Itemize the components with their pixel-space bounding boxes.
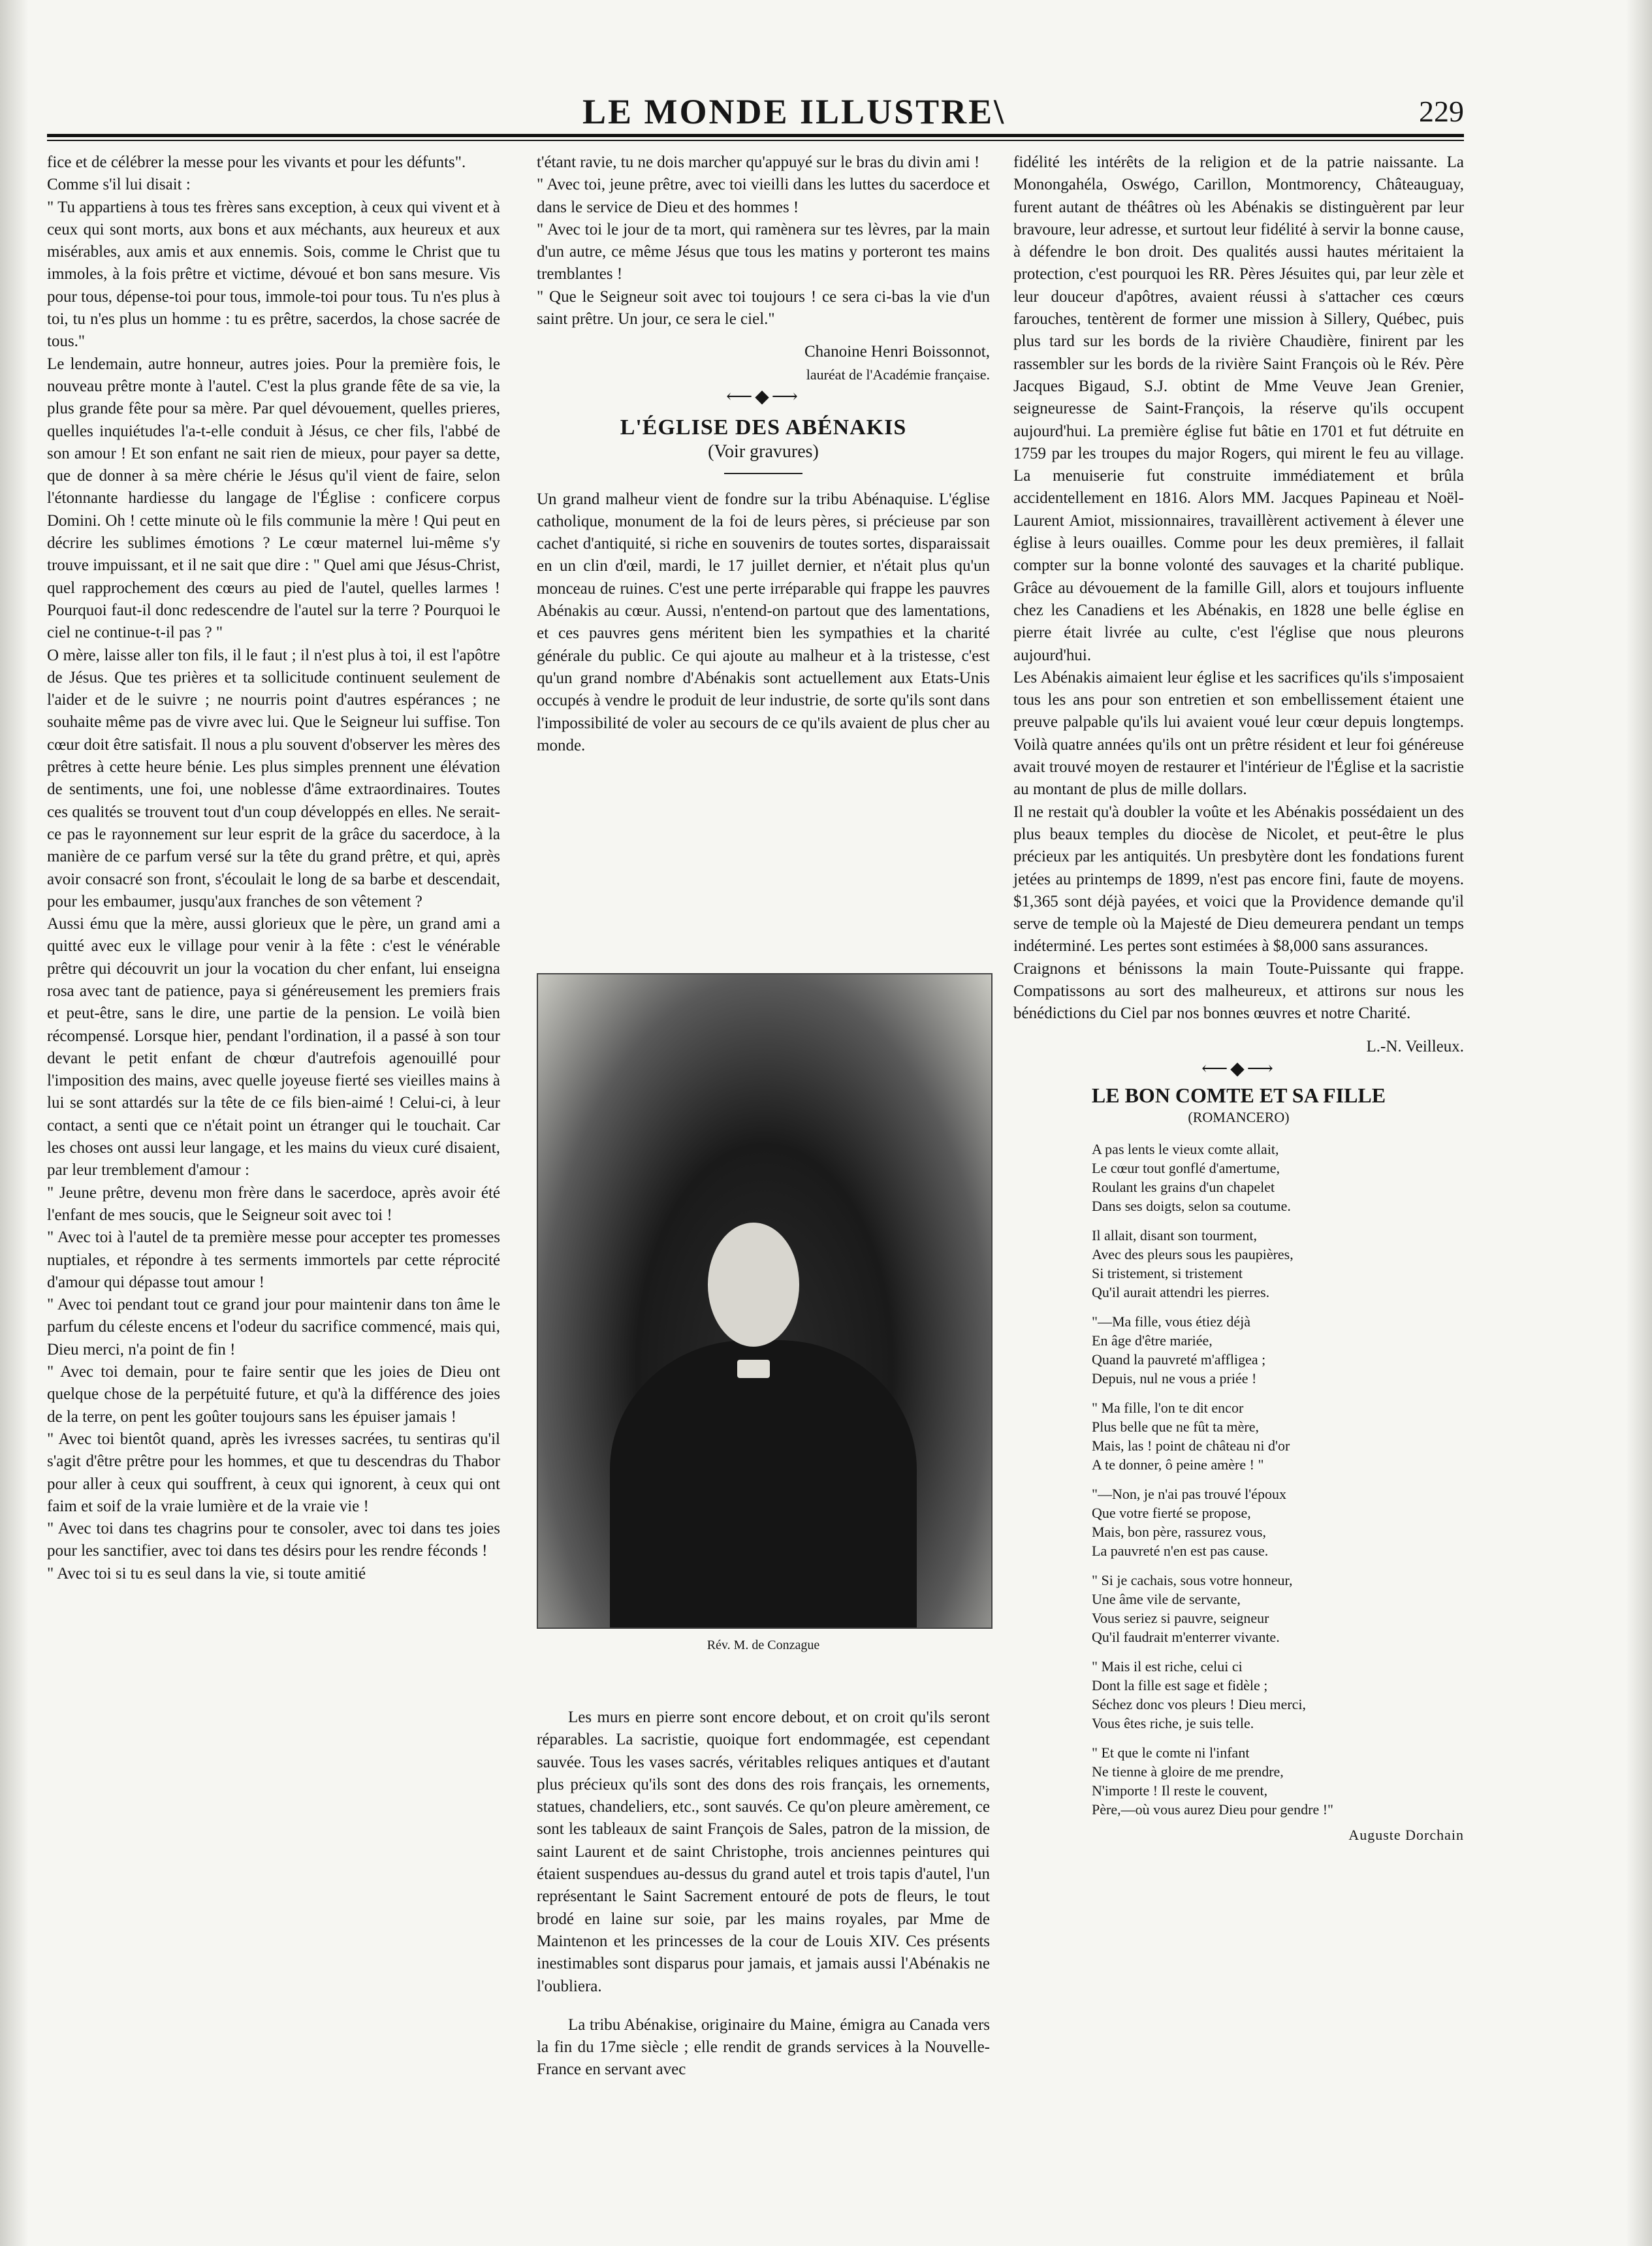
paragraph: La tribu Abénakise, originaire du Maine, émigra au Canada vers la fin du 17me siècle ; elle rendit de grands services à la Nouvelle-France en servant avec — [537, 2015, 990, 2079]
poem-body — [1013, 1140, 1464, 1819]
poem-line: Une âme vile de servante, — [1092, 1590, 1241, 1607]
poem-stanza — [1092, 1484, 1464, 1560]
poem-line: " Ma fille, l'on te dit encor — [1092, 1399, 1244, 1416]
poem-line: Plus belle que ne fût ta mère, — [1092, 1418, 1259, 1435]
poem-line: A pas lents le vieux comte allait, — [1092, 1140, 1279, 1157]
paragraph: O mère, laisse aller ton fils, il le faut ; il n'est plus à toi, il est l'apôtre de Jésus. Que tes prières et ta sollicitude continuent seulement de l'aider et de le suivre ; ne nourris point d'autres espérances ; ne souhaite même pas de vivre avec lui. Que le Seigneur lui suffise. Ton cœur doit être satisfait. Il nous a plu souvent d'observer les mères des prêtres à cette heure bénie. Les plus simples prennent une élévation de sentiments, une foi, une noblesse d'âme extraordinaires. Toutes ces qualités se trouvent tout d'un coup développés en elles. Ne serait-ce pas le rayonnement sur leur esprit de la grâce du sacerdoce, à la manière de ce parfum versé sur la tête du grand prêtre, et qui, après avoir consacré son front, s'écoulait le long de sa barbe et descendait, pour les embaumer, jusqu'aux franches de son vêtement ? — [47, 646, 500, 910]
poem-line: En âge d'être mariée, — [1092, 1332, 1213, 1349]
poem-line: Le cœur tout gonflé d'amertume, — [1092, 1159, 1280, 1176]
paragraph: Aussi ému que la mère, aussi glorieux que le père, un grand ami a quitté avec eux le village pour venir à la fête : c'est le vénérable prêtre qui découvrit un jour la vocation du cher enfant, lui enseigna rosa avec tant de patience, paya si généreusement les premiers frais et peut-être, sans le dire, une partie de la pension. Le voilà bien récompensé. Lorsque hier, pendant l'ordination, il a passé à son tour devant le petit enfant de chœur d'autrefois agenouillé pour l'imposition des mains, avec quelle joyeuse fierté ses vieilles mains à lui se sont attardés sur la tête de ce fils bien-aimé ! Celui-ci, à leur contact, a senti que ce n'était point un étranger qui le touchait. Car les choses ont aussi leur langage, et les mains du vieux curé disaient, par leur tremblement d'amour : — [47, 915, 500, 1179]
photo-caption: Rév. M. de Conzague — [707, 1638, 820, 1652]
paragraph: Les murs en pierre sont encore debout, et on croit qu'ils seront réparables. La sacristie, quoique fort endommagée, est cependant sauvée. Tous les vases sacrés, véritables reliques antiques et d'autant plus précieux qu'ils sont des dons des rois français, les ornements, statues, chandeliers, etc., sont sauvés. Ce qu'on pleure amèrement, ce sont les tableaux de saint François de Sales, patron de la mission, de saint Laurent et de saint Christophe, trois anciennes peintures qui étaient suspendues au-dessus du grand autel et trois tapis d'autel, l'un représentant le Saint Sacrement entouré de pots de fleurs, le tout brodé en laine sur soie, par les mains royales, par Mme de Maintenon et les princesses de la cour de Louis XIV. Ces présents inestimables sont disparus pour jamais, et jamais aussi l'Abénakis ne l'oubliera. — [537, 1709, 990, 1995]
paragraph: Un grand malheur vient de fondre sur la tribu Abénaquise. L'église catholique, monument de la foi de leurs pères, si précieuse par son cachet d'antiquité, si riche en souvenirs de toutes sortes, disparaissait en un clin d'œil, mardi, le 17 juillet dernier, et n'était plus qu'un monceau de ruines. C'est une perte irréparable qui frappe les pauvres Abénakis au cœur. Aussi, n'entend-on partout que des lamentations, et ces pauvres gens méritent bien les sympathies et la charité générale du public. Ce qui ajoute au malheur et à la tristesse, c'est qu'un grand nombre d'Abénakis sont actuellement aux Etats-Unis occupés à vendre le produit de leur industrie, de sorte qu'ils sont dans l'impossibilité de voler au secours de ce qu'ils avaient de plus cher au monde. — [537, 490, 990, 754]
portrait-collar — [737, 1360, 770, 1378]
poem-stanza — [1092, 1398, 1464, 1474]
portrait-cassock — [610, 1340, 917, 1628]
poem-line: "—Ma fille, vous étiez déjà — [1092, 1313, 1250, 1330]
signature: L.-N. Veilleux. — [1366, 1037, 1464, 1055]
poem-line: Vous seriez si pauvre, seigneur — [1092, 1609, 1269, 1626]
poem-title: LE BON COMTE ET SA FILLE — [1091, 1083, 1386, 1108]
portrait-face — [708, 1223, 799, 1347]
portrait-figure — [537, 973, 990, 1652]
page-number: 229 — [1419, 95, 1464, 128]
paragraph: " Jeune prêtre, devenu mon frère dans le sacerdoce, après avoir été l'enfant de mes soucis, que le Seigneur soit avec toi ! — [47, 1183, 500, 1224]
paragraph: " Avec toi si tu es seul dans la vie, si toute amitié — [47, 1564, 366, 1582]
paragraph: Craignons et bénissons la main Toute-Puissante qui frappe. Compatissons au sort des malheureux, et attirons sur nous les bénédictions du Ciel par nos bonnes œuvres et notre Charité. — [1013, 959, 1464, 1023]
paragraph: fidélité les intérêts de la religion et de la patrie naissante. La Monongahéla, Oswégo, Carillon, Montmorency, Châteauguay, furent autant de théâtres où les Abénakis se distinguèrent par leur bravoure, leur adresse, et surtout leur fidélité à servir la bonne cause, à défendre le bon droit. Des qualités aussi hautes méritaient la protection, c'est pourquoi les RR. Pères Jésuites qui, par leur zèle et leur douceur d'apôtres, avaient réussi à s'attacher ces cœurs farouches, tentèrent de former une mission à Sillery, Québec, puis plus tard sur les bords de la rivière Chaudière, finirent par les rassembler sur les bords de la rivière Saint François où le Rév. Père Jacques Bigaud, S.J. obtint de Mme Veuve Jean Grenier, seigneuresse de Saint-François, la réserve qu'ils occupent aujourd'hui. La première église fut bâtie en 1701 et fut détruite en 1759 par les troupes du major Rogers, qui mirent le feu au village. La menuiserie fut construite immédiatement et brûla accidentellement en 1816. Alors MM. Jacques Papineau et Noël-Laurent Amiot, missionnaires, travaillèrent activement à élever une église à leurs ouailles. Comme pour les deux premières, il fallait compter sur la bonne volonté des sauvages et la charité publique. Grâce au dévouement de la famille Gill, alors et toujours influente chez les Canadiens et les Abénakis, en 1828 une belle église en pierre était livrée au culte, c'est l'église que nous pleurons aujourd'hui. — [1013, 153, 1464, 664]
poem-line: Mais, bon père, rassurez vous, — [1092, 1523, 1266, 1540]
column-3 — [1013, 152, 1464, 1846]
ornament-divider: ⟵◆⟶ — [726, 386, 801, 407]
poem-line: Si tristement, si tristement — [1092, 1264, 1243, 1281]
ornament-divider: ⟵◆⟶ — [1201, 1058, 1276, 1079]
poem-line: Avec des pleurs sous les paupières, — [1092, 1245, 1294, 1262]
article-heading: L'ÉGLISE DES ABÉNAKIS — [620, 415, 907, 440]
paragraph: t'étant ravie, tu ne dois marcher qu'appuyé sur le bras du divin ami ! — [537, 153, 980, 171]
masthead-rule — [47, 134, 1464, 137]
poem-stanza — [1092, 1312, 1464, 1388]
paragraph: " Avec toi pendant tout ce grand jour pour maintenir dans ton âme le parfum du céleste encens et l'odeur du sacrifice commencé, mais qui, Dieu merci, n'a point de fin ! — [47, 1296, 500, 1358]
poem-line: Père,—où vous aurez Dieu pour gendre !" — [1092, 1801, 1334, 1818]
page-edge-right — [1626, 0, 1652, 2246]
poem-line: Depuis, nul ne vous a priée ! — [1092, 1370, 1257, 1387]
poem-line: Dans ses doigts, selon sa coutume. — [1092, 1197, 1291, 1214]
paragraph: " Avec toi, jeune prêtre, avec toi vieilli dans les luttes du sacerdoce et dans le service de Dieu et des hommes ! — [537, 176, 990, 216]
poem-line: Il allait, disant son tourment, — [1092, 1227, 1257, 1243]
paragraph: " Avec toi bientôt quand, après les ivresses sacrées, tu sentiras qu'il s'agit d'être prêtre pour les hommes, et que tu descendras du Thabor pour aller à ceux qui souffrent, à ceux qui ignorent, à ceux qui ont faim et soif de la vraie lumière et de la vraie vie ! — [47, 1430, 500, 1515]
page-edge-left — [0, 0, 29, 2246]
paragraph: Il ne restait qu'à doubler la voûte et les Abénakis possédaient un des plus beaux temples du diocèse de Nicolet, et peut-être le plus précieux par les antiquités. Un presbytère dont les fondations furent jetées au printemps de 1899, n'est pas encore fini, faute de moyens. $1,365 sont déjà payées, et voici que la Providence demande qu'il serve de temple où la Majesté de Dieu demeurera pendant un temps indéterminé. Les pertes sont estimées à $8,000 sans assurances. — [1013, 803, 1464, 955]
paragraph: Les Abénakis aimaient leur église et les sacrifices qu'ils s'imposaient tous les ans pour son entretien et son embellissement étaient une preuve palpable qu'ils lui avaient voué leur cœur depuis longtemps. Voilà quatre années qu'ils ont un prêtre résident et leur foi généreuse avait trouvé moyen de restaurer et l'intérieur de l'Église et la sacristie au montant de plus de mille dollars. — [1013, 668, 1464, 799]
poem-line: " Et que le comte ni l'infant — [1092, 1744, 1250, 1761]
poem-line: Que votre fierté se propose, — [1092, 1504, 1251, 1521]
poem-line: Dont la fille est sage et fidèle ; — [1092, 1676, 1268, 1693]
poem-line: Quand la pauvreté m'affligea ; — [1092, 1351, 1266, 1368]
poem-line: Vous êtes riche, je suis telle. — [1092, 1714, 1254, 1731]
signature: Chanoine Henri Boissonnot, — [804, 343, 990, 361]
poem-stanza — [1092, 1657, 1464, 1733]
article-subheading: (Voir gravures) — [708, 441, 819, 462]
poem-line: " Si je cachais, sous votre honneur, — [1092, 1571, 1293, 1588]
poem-line: A te donner, ô peine amère ! " — [1092, 1456, 1264, 1473]
poem-line: Mais, las ! point de château ni d'or — [1092, 1437, 1290, 1454]
masthead-title: LE MONDE ILLUSTRE\ — [582, 92, 1006, 131]
paragraph: " Tu appartiens à tous tes frères sans exception, à ceux qui vivent et à ceux qui sont morts, aux bons et aux méchants, aux heureux et aux misérables, aux amis et aux ennemis. Sois, comme le Christ que tu immoles, à la fois prêtre et victime, dévoué et bon sans mesure. Vis pour tous, dépense-toi pour tous, immole-toi pour tous. Tu n'es plus à toi, tu n'es plus un homme : tu es prêtre, sacerdos, la chose sacrée de tous." — [47, 198, 500, 351]
poem-line: Ne tienne à gloire de me prendre, — [1092, 1763, 1284, 1780]
poem-subtitle: (ROMANCERO) — [1188, 1109, 1290, 1126]
poem-stanza — [1092, 1571, 1464, 1646]
poem-line: "—Non, je n'ai pas trouvé l'époux — [1092, 1485, 1286, 1502]
column-2 — [537, 152, 990, 757]
paragraph: " Avec toi dans tes chagrins pour te consoler, avec toi dans tes joies pour les sanctifier, avec toi dans tes désirs pour les rendre féconds ! — [47, 1520, 500, 1560]
paragraph: " Avec toi à l'autel de ta première messe pour accepter tes promesses nuptiales, et répondre à tes serments immortels par cette réprocité d'amour qui dépasse tout amour ! — [47, 1228, 500, 1291]
paragraph: " Avec toi le jour de ta mort, qui ramènera sur tes lèvres, par la main d'un autre, ce même Jésus que tous les matins y porteront tes mains tremblantes ! — [537, 220, 990, 283]
column-2-continued — [537, 1690, 990, 2098]
poem-stanza — [1092, 1140, 1464, 1215]
heading-rule — [724, 473, 802, 474]
poem-stanza — [1092, 1226, 1464, 1302]
column-1 — [47, 152, 500, 1585]
portrait-photo — [537, 973, 993, 1629]
paragraph: Le lendemain, autre honneur, autres joies. Pour la première fois, le nouveau prêtre monte à l'autel. C'est la plus grande fête de sa vie, la plus grande fête pour sa mère. Par quel dévouement, quelles prieres, quelles inquiétudes l'a-t-elle conduit à Jésus, ce cher fils, l'abbé de son amour ! Et son enfant ne sait rien de mieux, pour payer sa dette, que de donner à sa mère chérie le Jésus qu'il vient de faire, selon l'étonnante hardiesse du langage de l'Église : conficere corpus Domini. Oh ! cette minute où le fils communie la mère ! Qui peut en décrire les sublimes émotions ? Le cœur maternel lui-même s'y trouve impuissant, et il ne sait que dire : " Quel ami que Jésus-Christ, quel rapprochement des cœurs au pied de l'autel, quelles larmes ! Pourquoi faut-il donc redescendre de l'autel sur la terre ? Pourquoi le ciel ne continue-t-il pas ? " — [47, 355, 500, 642]
masthead-rule-thin — [47, 140, 1464, 141]
poem-line: " Mais il est riche, celui ci — [1092, 1658, 1243, 1675]
paragraph: " Que le Seigneur soit avec toi toujours ! ce sera ci-bas la vie d'un saint prêtre. Un jour, ce sera le ciel." — [537, 287, 990, 329]
poem-author: Auguste Dorchain — [1348, 1826, 1464, 1843]
signature-subtitle: lauréat de l'Académie française. — [806, 366, 990, 383]
poem-stanza — [1092, 1743, 1464, 1819]
poem-line: Qu'il faudrait m'enterrer vivante. — [1092, 1628, 1280, 1645]
masthead — [47, 91, 1464, 137]
poem-line: Qu'il aurait attendri les pierres. — [1092, 1283, 1270, 1300]
poem-line: N'importe ! Il reste le couvent, — [1092, 1782, 1268, 1799]
poem-line: Séchez donc vos pleurs ! Dieu merci, — [1092, 1695, 1307, 1712]
poem-line: La pauvreté n'en est pas cause. — [1092, 1542, 1269, 1559]
paragraph: fice et de célébrer la messe pour les vivants et pour les défunts". — [47, 153, 466, 171]
poem-line: Roulant les grains d'un chapelet — [1092, 1178, 1275, 1195]
paragraph: " Avec toi demain, pour te faire sentir que les joies de Dieu ont quelque chose de la perpétuité future, et qu'à la différence des joies de la terre, on pent les goûter toujours sans les épuiser jamais ! — [47, 1363, 500, 1426]
paragraph: Comme s'il lui disait : — [47, 176, 191, 194]
